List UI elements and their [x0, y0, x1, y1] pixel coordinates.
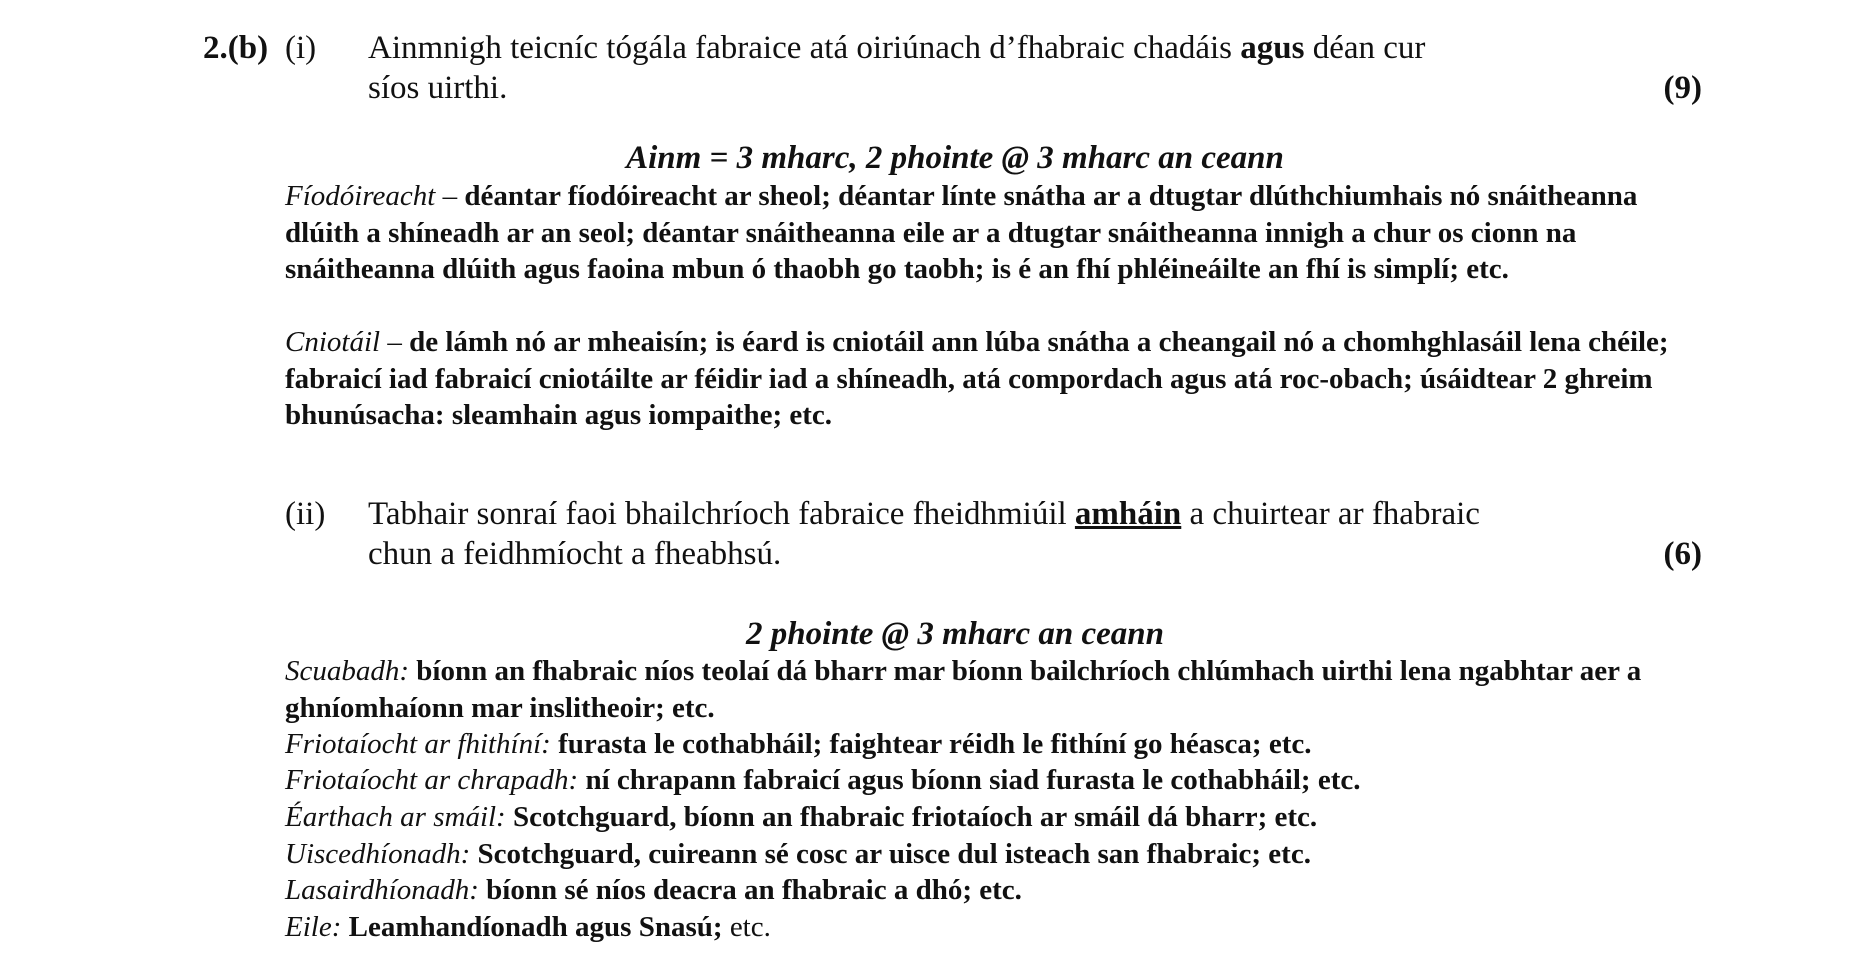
answer-term: Friotaíocht ar fhithíní:	[285, 728, 551, 760]
answer-description: déantar fíodóireacht ar sheol; déantar línte snátha ar a dtugtar dlúthchiumhais nó snáitheanna dlúith a shíneadh ar an seol; déantar snáitheanna eile ar a dtugtar snáitheanna innigh a chur os cionn na snáitheanna dlúith agus faoina mbun ó thaobh go taobh; is é an fhí phléineáilte an fhí is simplí; etc.	[285, 180, 1638, 286]
marks-i: (9)	[1663, 70, 1702, 106]
answer-term: Cniotáil	[285, 326, 381, 358]
question-text-i-line2: síos uirthi.	[368, 70, 508, 106]
answer-line-lasairdhionadh	[285, 872, 1022, 909]
answer-description: furasta le cothabháil; faightear réidh le fithíní go héasca; etc.	[558, 728, 1312, 760]
answer-description: Scotchguard, cuireann sé cosc ar uisce dul isteach san fhabraic; etc.	[477, 838, 1311, 870]
answer-line-eile	[285, 909, 771, 946]
answer-term: Lasairdhíonadh:	[285, 874, 479, 906]
sub-question-label-ii: (ii)	[285, 496, 326, 532]
answer-description: Leamhandíonadh agus Snasú;	[348, 911, 723, 943]
marking-scheme-heading-ii: 2 phointe @ 3 mharc an ceann	[745, 616, 1164, 652]
marks-ii: (6)	[1663, 536, 1702, 572]
answer-tail: etc.	[722, 911, 771, 943]
question-number: 2.(b)	[203, 30, 269, 66]
answer-paragraph-scuabadh: Scuabadh: bíonn an fhabraic níos teolaí dá bharr mar bíonn bailchríoch chlúmhach uirthi lena ngabhtar aer a ghníomhaíonn mar inslitheoir; etc.	[285, 655, 1642, 724]
answer-term: Uiscedhíonadh:	[285, 838, 471, 870]
answer-line-friotaiocht-crapadh	[285, 762, 1360, 799]
answer-line-friotaiocht-fithini	[285, 726, 1311, 763]
marking-scheme-heading-i: Ainm = 3 mharc, 2 phointe @ 3 mharc an ceann	[626, 140, 1284, 176]
answer-line-uiscedhionadh	[285, 836, 1311, 873]
answer-description: bíonn sé níos deacra an fhabraic a dhó; etc.	[486, 874, 1022, 906]
answer-term: Éarthach ar smáil:	[285, 801, 506, 833]
emphasis-word: agus	[1240, 30, 1305, 66]
answer-term: Fíodóireacht	[285, 180, 436, 212]
emphasis-word: amháin	[1074, 496, 1182, 532]
question-text-ii-line2: chun a feidhmíocht a fheabhsú.	[368, 536, 782, 572]
answer-paragraph-fiodoireacht: Fíodóireacht – déantar fíodóireacht ar sheol; déantar línte snátha ar a dtugtar dlúthchiumhais nó snáitheanna dlúith a shíneadh ar an seol; déantar snáitheanna eile ar a dtugtar snáitheanna innigh a chur os cionn na snáitheanna dlúith agus faoina mbun ó thaobh go taobh; is é an fhí phléineáilte an fhí is simplí; etc.	[285, 180, 1638, 286]
answer-description: Scotchguard, bíonn an fhabraic friotaíoch ar smáil dá bharr; etc.	[512, 801, 1318, 833]
sub-question-label-i: (i)	[285, 30, 317, 66]
answer-line-earthach-smail	[285, 799, 1317, 836]
answer-term: Scuabadh	[285, 655, 400, 687]
answer-description: bíonn an fhabraic níos teolaí dá bharr mar bíonn bailchríoch chlúmhach uirthi lena ngabhtar aer a ghníomhaíonn mar inslitheoir; etc.	[285, 655, 1642, 724]
question-text-i-line1: Ainmnigh teicníc tógála fabraice atá oiriúnach d’fhabraic chadáis agus déan cur	[368, 30, 1426, 66]
answer-term: Eile:	[285, 911, 342, 943]
question-text-ii-line1: Tabhair sonraí faoi bhailchríoch fabraice fheidhmiúil amháin a chuirtear ar fhabraic	[368, 496, 1480, 532]
answer-description: de lámh nó ar mheaisín; is éard is cniotáil ann lúba snátha a cheangail nó a chomhghlasáil lena chéile; fabraicí iad fabraicí cniotáilte ar féidir iad a shíneadh, atá compordach agus atá roc-obach; úsáidtear 2 ghreim bhunúsacha: sleamhain agus iompaithe; etc.	[285, 326, 1669, 432]
answer-paragraph-cniotail: Cniotáil – de lámh nó ar mheaisín; is éard is cniotáil ann lúba snátha a cheangail nó a chomhghlasáil lena chéile; fabraicí iad fabraicí cniotáilte ar féidir iad a shíneadh, atá compordach agus atá roc-obach; úsáidtear 2 ghreim bhunúsacha: sleamhain agus iompaithe; etc.	[285, 326, 1669, 432]
answer-term: Friotaíocht ar chrapadh:	[285, 764, 579, 796]
answer-description: ní chrapann fabraicí agus bíonn siad furasta le cothabháil; etc.	[585, 764, 1361, 796]
